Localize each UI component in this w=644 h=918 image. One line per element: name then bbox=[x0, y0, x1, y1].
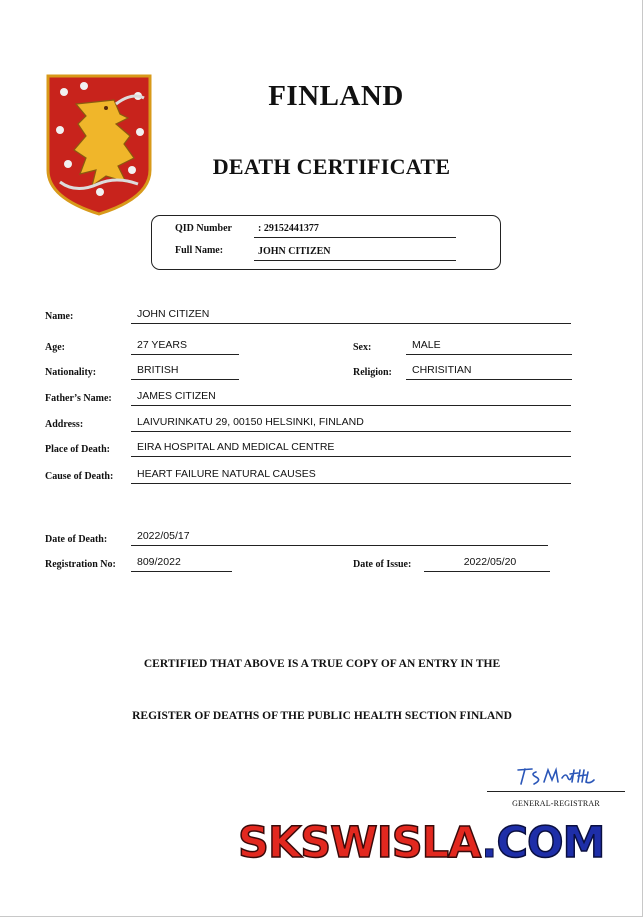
watermark bbox=[238, 818, 604, 868]
age-label: Age: bbox=[45, 342, 65, 353]
place-of-death-label: Place of Death: bbox=[45, 444, 110, 455]
watermark-tld: COM bbox=[496, 818, 605, 868]
age-value: 27 YEARS bbox=[131, 339, 239, 355]
date-of-death-label: Date of Death: bbox=[45, 534, 108, 545]
country-title: FINLAND bbox=[268, 80, 404, 112]
address-value: LAIVURINKATU 29, 00150 HELSINKI, FINLAND bbox=[131, 416, 571, 432]
date-of-issue-value: 2022/05/20 bbox=[424, 556, 550, 572]
fullname-value: JOHN CITIZEN bbox=[254, 245, 456, 261]
sex-value: MALE bbox=[406, 339, 572, 355]
registration-number-value: 809/2022 bbox=[131, 556, 232, 572]
signature-line bbox=[487, 791, 625, 792]
religion-label: Religion: bbox=[353, 367, 392, 378]
religion-value: CHRISITIAN bbox=[406, 364, 572, 380]
sex-label: Sex: bbox=[353, 342, 372, 353]
registrar-signature-icon bbox=[512, 760, 596, 790]
nationality-label: Nationality: bbox=[45, 367, 97, 378]
address-label: Address: bbox=[45, 419, 84, 430]
qid-value: : 29152441377 bbox=[254, 222, 456, 238]
watermark-brand: SKSWISLA bbox=[238, 818, 482, 868]
registrar-title: GENERAL-REGISTRAR bbox=[512, 799, 600, 808]
finland-coat-of-arms-icon bbox=[46, 74, 152, 216]
certification-line-2: REGISTER OF DEATHS OF THE PUBLIC HEALTH SECTION FINLAND bbox=[132, 710, 512, 722]
father-name-label: Father’s Name: bbox=[45, 393, 112, 404]
date-of-issue-label: Date of Issue: bbox=[353, 559, 412, 570]
watermark-dot: . bbox=[481, 818, 497, 868]
registration-number-label: Registration No: bbox=[45, 559, 116, 570]
document-title: DEATH CERTIFICATE bbox=[212, 154, 451, 179]
qid-label: QID Number bbox=[175, 223, 232, 234]
father-name-value: JAMES CITIZEN bbox=[131, 390, 571, 406]
date-of-death-value: 2022/05/17 bbox=[131, 530, 548, 546]
name-label: Name: bbox=[45, 311, 74, 322]
place-of-death-value: EIRA HOSPITAL AND MEDICAL CENTRE bbox=[131, 441, 571, 457]
nationality-value: BRITISH bbox=[131, 364, 239, 380]
cause-of-death-value: HEART FAILURE NATURAL CAUSES bbox=[131, 468, 571, 484]
name-value: JOHN CITIZEN bbox=[131, 308, 571, 324]
fullname-label: Full Name: bbox=[175, 245, 224, 256]
cause-of-death-label: Cause of Death: bbox=[45, 471, 114, 482]
certification-line-1: CERTIFIED THAT ABOVE IS A TRUE COPY OF AN ENTRY IN THE bbox=[143, 658, 501, 670]
